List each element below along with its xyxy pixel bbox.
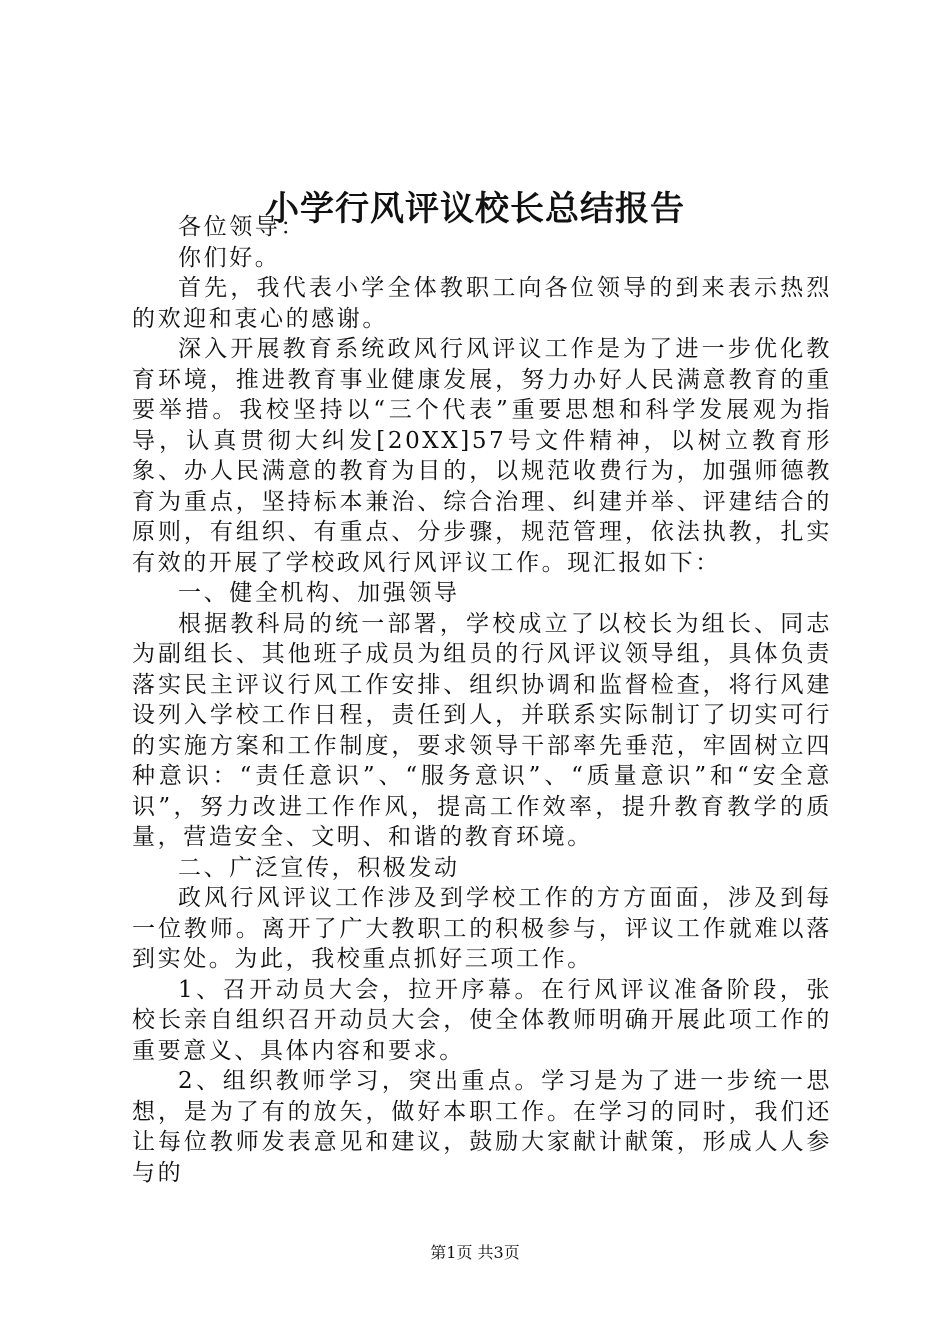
greeting: 你们好。 (178, 244, 281, 271)
paragraph: 首先，我代表小学全体教职工向各位领导的到来表示热烈的欢迎和衷心的感谢。 (132, 275, 832, 332)
document-body (132, 212, 832, 1188)
section-heading: 一、健全机构、加强领导 (178, 580, 460, 606)
list-item: 1、召开动员大会，拉开序幕。在行风评议准备阶段，张校长亲自组织召开动员大会，使全体教师明确开展此项工作的重要意义、具体内容和要求。 (132, 976, 832, 1064)
section-heading: 二、广泛宣传，积极发动 (178, 854, 460, 881)
paragraph: 政风行风评议工作涉及到学校工作的方方面面，涉及到每一位教师。离开了广大教职工的积极参与，评议工作就难以落到实处。为此，我校重点抓好三项工作。 (132, 885, 832, 972)
list-item: 2、组织教师学习，突出重点。学习是为了进一步统一思想，是为了有的放矢，做好本职工作。在学习的同时，我们还让每位教师发表意见和建议，鼓励大家献计献策，形成人人参与的 (132, 1068, 832, 1186)
page-footer: 第1页 共3页 (430, 1243, 520, 1262)
paragraph: 深入开展教育系统政风行风评议工作是为了进一步优化教育环境，推进教育事业健康发展，努力办好人民满意教育的重要举措。我校坚持以“三个代表”重要思想和科学发展观为指导，认真贯彻大纠发[20XX]57号文件精神，以树立教育形象、办人民满意的教育为目的，以规范收费行为，加强师德教育为重点，坚持标本兼治、综合治理、纠建并举、评建结合的原则，有组织、有重点、分步骤，规范管理，依法执教，扎实有效的开展了学校政风行风评议工作。现汇报如下： (132, 336, 832, 576)
document-title: 小学行风评议校长总结报告 (265, 189, 685, 229)
salutation: 各位领导： (178, 214, 306, 240)
paragraph: 根据教科局的统一部署，学校成立了以校长为组长、同志为副组长、其他班子成员为组员的行风评议领导组，具体负责落实民主评议行风工作安排、组织协调和监督检查，将行风建设列入学校工作日程，责任到人，并联系实际制订了切实可行的实施方案和工作制度，要求领导干部率先垂范，牢固树立四种意识：“责任意识”、“服务意识”、“质量意识”和“安全意识”，努力改进工作作风，提高工作效率，提升教育教学的质量，营造安全、文明、和谐的教育环境。 (132, 610, 832, 850)
